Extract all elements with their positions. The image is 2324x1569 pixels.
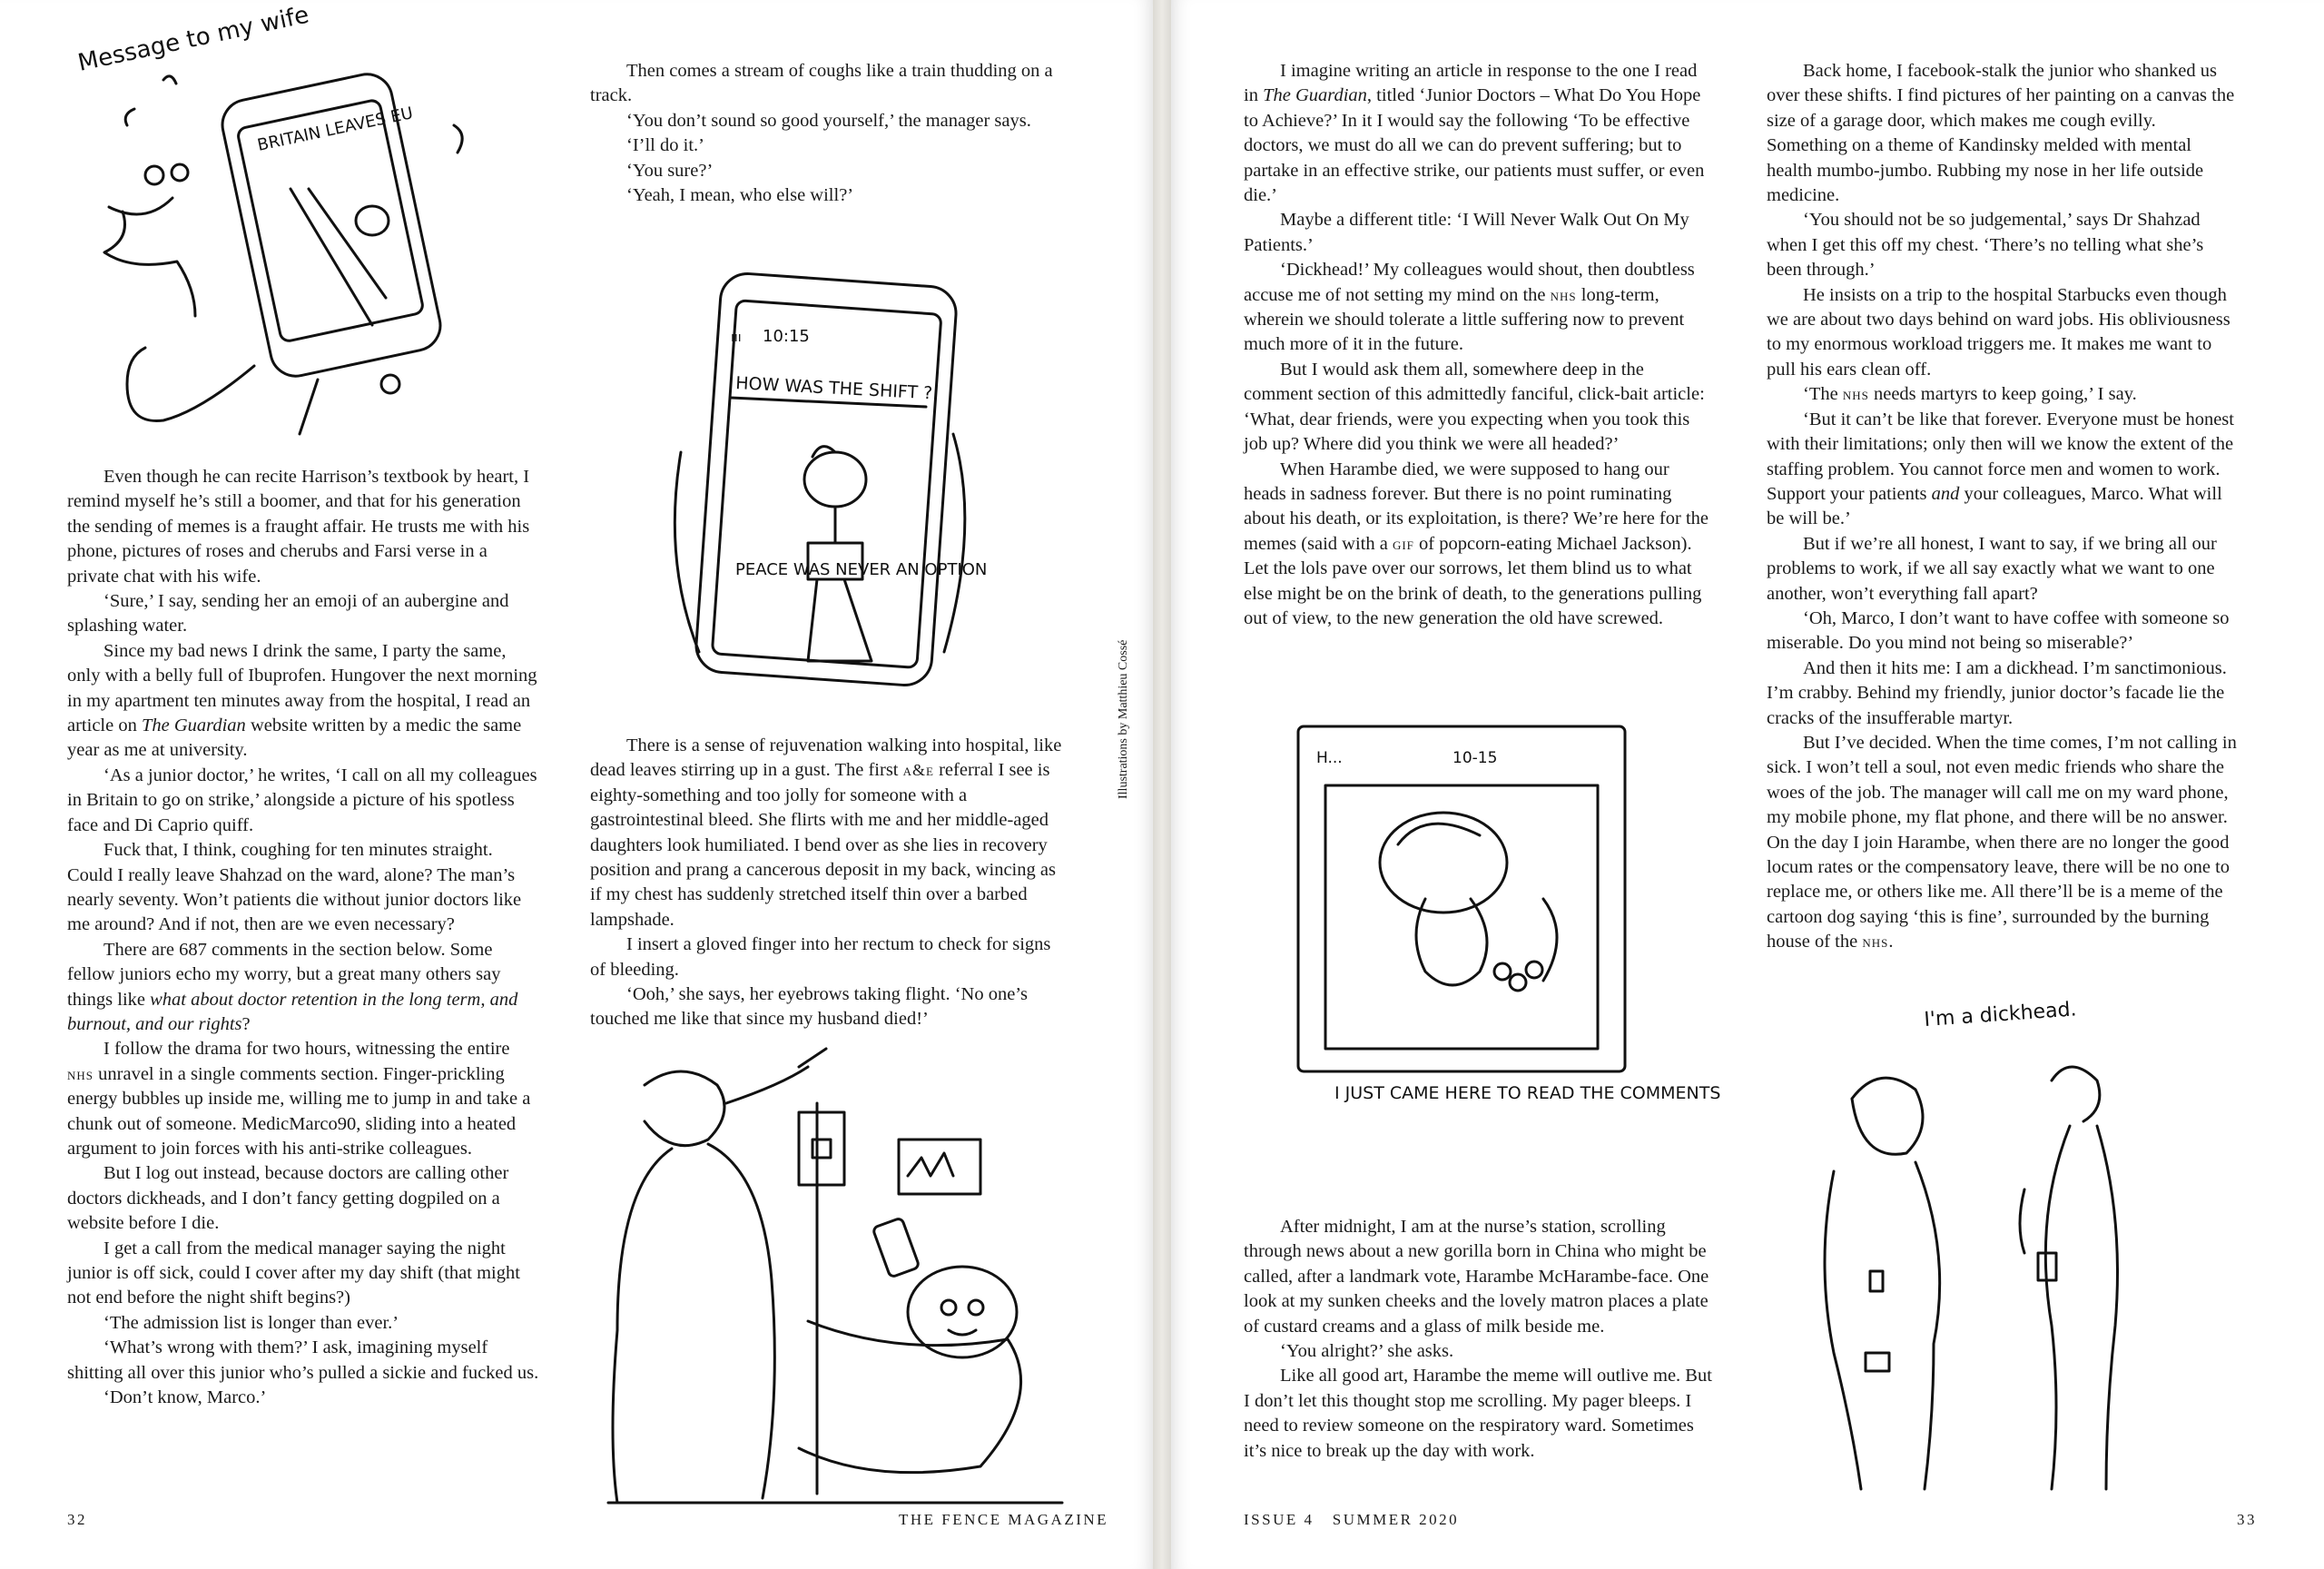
col3-p6: After midnight, I am at the nurse’s station, scrolling through news about a new gorilla born in China who might be called, after a landmark vote, Harambe McHarambe-face. One look at my sunken cheeks and the lovely matron places a plate of custard creams and a glass of milk beside me. — [1244, 1217, 1709, 1337]
column-2-bottom — [590, 734, 1062, 1032]
col4-p5-italic: and — [1931, 483, 1960, 504]
col2-p2: ‘You don’t sound so good yourself,’ the manager says. — [626, 110, 1031, 131]
phone-shift-drawing — [654, 271, 999, 706]
col2-p3: ‘I’ll do it.’ — [626, 135, 704, 156]
col2-p4: ‘You sure?’ — [626, 160, 714, 181]
col1-p2: ‘Sure,’ I say, sending her an emoji of an aubergine and splashing water. — [67, 591, 509, 636]
col3-p5 — [1244, 458, 1716, 632]
col3-p5-text-b: of popcorn-eating Michael Jackson). Let the lols pave over our sorrows, let them blind us to what else might be on the brink of death, to the generations pulling out of view, to the new generation the old have screwed. — [1244, 533, 1702, 628]
phone-comments-drawing — [1280, 717, 1721, 1144]
col4-p8: And then it hits me: I am a dickhead. I’m sanctimonious. I’m crabby. Behind my friendly, junior doctor’s facade lie the cracks of the insufferable martyr. — [1767, 657, 2227, 728]
col3-p1-text-b: , titled ‘Junior Doctors – What Do You Hope to Achieve?’ In it I would say the following ‘To be effective doctors, we must do all we can do prevent suffering; but to partake in an effective strike, our patients must suffer, or even die.’ — [1244, 85, 1705, 206]
page-number-left: 32 — [67, 1511, 87, 1528]
two-doctors-drawing — [1797, 990, 2197, 1498]
col2-p7: I insert a gloved finger into her rectum to check for signs of bleeding. — [590, 934, 1051, 980]
col1-p7-text-a: I follow the drama for two hours, witnessing the entire — [103, 1039, 510, 1060]
col4-p5-text-a: ‘But it can’t be like that forever. Everyone must be honest with their limitations; only then will we know the extent of the staffing problem. You cannot force men and women to work. Support your patients — [1767, 409, 2234, 504]
illustration-phone-message — [73, 1, 472, 416]
phone2-caption-text: PEACE WAS NEVER AN OPTION — [735, 560, 988, 579]
col2-p6-text-a: There is a sense of rejuvenation walking into hospital, like dead leaves stirring up in a gust. The first — [590, 735, 1062, 781]
col1-p10: ‘The admission list is longer than ever.’ — [103, 1312, 399, 1333]
column-3-bottom — [1244, 1215, 1716, 1464]
col3-p8: Like all good art, Harambe the meme will outlive me. But I don’t let this thought stop me scrolling. My pager bleeps. I need to review someone on the respiratory ward. Sometimes it’s nice to break up the day with work. — [1244, 1366, 1712, 1461]
col4-p2: ‘You should not be so judgemental,’ says Dr Shahzad when I get this off my chest. ‘There’s no telling what she’s been through.’ — [1767, 210, 2204, 281]
column-2-top — [590, 59, 1062, 208]
phone2-caption — [735, 560, 987, 579]
column-3-top — [1244, 59, 1716, 631]
col1-p3 — [67, 639, 539, 764]
phone3-status: H... — [1316, 749, 1343, 767]
column-4 — [1767, 59, 2239, 955]
col1-p6-text-a: There are 687 comments in the section below. Some fellow juniors echo my worry, but a great many others say things like — [67, 939, 501, 1010]
col3-p1-italic: The Guardian — [1263, 85, 1367, 106]
illustration-doctor-patient — [590, 1049, 1071, 1512]
col4-p5 — [1767, 408, 2239, 532]
col2-p8: ‘Ooh,’ she says, her eyebrows taking flight. ‘No one’s touched me like that since my husband died!’ — [590, 984, 1028, 1030]
col3-p7: ‘You alright?’ she asks. — [1280, 1341, 1454, 1362]
spine-gutter — [1153, 0, 1171, 1569]
col3-p3-text-a: ‘Dickhead!’ My colleagues would shout, then doubtless accuse me of not setting my mind on the — [1244, 260, 1695, 305]
col1-p3-italic: The Guardian — [141, 715, 246, 736]
col4-p4 — [1767, 382, 2239, 407]
phone3-caption: I JUST CAME HERE TO READ THE COMMENTS — [1334, 1083, 1721, 1103]
col4-p5-text-b: your colleagues, Marco. What will be will be.’ — [1767, 483, 2222, 529]
col3-p3 — [1244, 258, 1716, 358]
col4-p4-text-b: needs martyrs to keep going,’ I say. — [1868, 384, 2137, 405]
col4-p1: Back home, I facebook-stalk the junior who shanked us over these shifts. I find pictures of her painting on a canvas the size of a garage door, which makes me cough evilly. Something on a theme of Kandinsky melded with mental health mumbo-jumbo. Rubbing my nose in her life outside medicine. — [1767, 61, 2235, 206]
col3-p5-smallcaps: gif — [1392, 534, 1414, 553]
col4-p4-smallcaps: nhs — [1842, 385, 1869, 404]
col1-p1: Even though he can recite Harrison’s textbook by heart, I remind myself he’s still a boomer, and that for his generation the sending of memes is a fraught affair. He trusts me with his phone, pictures of roses and cherubs and Farsi verse in a private chat with his wife. — [67, 467, 530, 587]
col1-p7-text-b: unravel in a single comments section. Finger-prickling energy bubbles up inside me, willing me to jump in and take a chunk out of someone. MedicMarco90, sliding into a heated argument to join forces with his anti-strike colleagues. — [67, 1063, 531, 1159]
col1-p7-smallcaps: nhs — [67, 1064, 94, 1083]
illustration-phone-comments — [1280, 717, 1721, 1144]
phone3-time: 10-15 — [1452, 749, 1498, 767]
issue-season: SUMMER 2020 — [1332, 1511, 1460, 1528]
col3-p4: But I would ask them all, somewhere deep in the comment section of this admittedly fanciful, click-bait article: ‘What, dear friends, were you expecting when you took this job up? Where did you think we were all headed?’ — [1244, 359, 1705, 455]
phone1-screen-text: BRITAIN LEAVES EU — [255, 104, 415, 155]
col1-p6 — [67, 938, 539, 1038]
issue-number: ISSUE 4 — [1244, 1511, 1315, 1528]
phone2-question: HOW WAS THE SHIFT ? — [734, 373, 933, 404]
col4-p6: But if we’re all honest, I want to say, if we bring all our problems to work, if we all say exactly what we want to one another, won’t everything fall apart? — [1767, 533, 2217, 604]
col1-p6-italic: what about doctor retention in the long term, and burnout, and our rights — [67, 989, 518, 1034]
phone2-signal: ııı — [731, 331, 742, 345]
col4-p3: He insists on a trip to the hospital Starbucks even though we are about two days behind on ward jobs. His obliviousness to my enormous workload triggers me. It makes me want to pull his ears clean off. — [1767, 284, 2230, 380]
col1-p12: ‘Don’t know, Marco.’ — [103, 1387, 267, 1408]
col1-p3-text-b: website written by a medic the same year as me at university. — [67, 715, 522, 761]
col1-p11: ‘What’s wrong with them?’ I ask, imagining myself shitting all over this junior who’s pulled a sickie and fucked us. — [67, 1337, 539, 1383]
col2-p1: Then comes a stream of coughs like a train thudding on a track. — [590, 61, 1053, 106]
col4-p7: ‘Oh, Marco, I don’t want to have coffee with someone so miserable. Do you mind not being so miserable?’ — [1767, 607, 2230, 654]
col2-p6-text-b: referral I see is eighty-something and too jolly for someone with a gastrointestinal bleed. She flirts with me and her middle-aged daughters look humiliated. I bend over as she lies in recovery position and prang a cancerous deposit in my back, wincing as if my chest has suddenly stretched itself thin over a barbed lampshade. — [590, 760, 1056, 930]
dickhead-note: I'm a dickhead. — [1923, 998, 2078, 1031]
col4-p9-text-a: But I’ve decided. When the time comes, I’m not calling in sick. I won’t tell a soul, not even medic friends who share the woes of the job. The manager will call me on my ward phone, my mobile phone, my flat phone, and there will be no answer. On the day I join Harambe, when there are no longer the good locum rates or the compensatory leave, there will be no one to replace me, or others like me. All there’ll be is a meme of the cartoon dog saying ‘this is fine’, surrounded by the burning house of the — [1767, 732, 2237, 952]
message-note: Message to my wife — [75, 1, 311, 77]
col1-p5: Fuck that, I think, coughing for ten minutes straight. Could I really leave Shahzad on the ward, alone? The man’s nearly seventy. Won’t patients die without junior doctors like me around? And if not, then are we even necessary? — [67, 840, 522, 935]
col3-p2: Maybe a different title: ‘I Will Never Walk Out On My Patients.’ — [1244, 210, 1689, 255]
col2-p5: ‘Yeah, I mean, who else will?’ — [626, 185, 854, 206]
col3-p3-text-b: long-term, wherein we should tolerate a little suffering now to prevent much more of it in the future. — [1244, 284, 1685, 355]
col2-p6-smallcaps: a&e — [902, 761, 934, 780]
col4-p9 — [1767, 731, 2239, 955]
column-1 — [67, 465, 539, 1410]
phone2-time: 10:15 — [763, 327, 810, 346]
col4-p9-smallcaps: nhs — [1862, 933, 1889, 952]
doctor-patient-drawing — [590, 1049, 1071, 1512]
col1-p8: But I log out instead, because doctors are calling other doctors dickheads, and I don’t fancy getting dogpiled on a website before I die. — [67, 1163, 509, 1234]
page-number-right: 33 — [2237, 1511, 2257, 1528]
col1-p7 — [67, 1037, 539, 1161]
col3-p1-text-a: I imagine writing an article in response to the one I read in — [1244, 61, 1698, 106]
col1-p9: I get a call from the medical manager saying the night junior is off sick, could I cover after my day shift (that might not end before the night shift begins?) — [67, 1238, 520, 1308]
magazine-name-footer: THE FENCE MAGAZINE — [899, 1511, 1109, 1528]
col1-p3-text-a: Since my bad news I drink the same, I party the same, only with a belly full of Ibuprofen. Hungover the next morning in my apartment ten minutes away from the hospital, I read an article on — [67, 640, 537, 736]
illustration-credit: Illustrations by Matthieu Cossé — [1117, 639, 1130, 799]
phone-message-drawing — [73, 1, 472, 416]
col4-p9-text-b: . — [1888, 932, 1894, 952]
col3-p1 — [1244, 59, 1716, 208]
col3-p3-smallcaps: nhs — [1550, 285, 1577, 304]
col4-p4-text-a: ‘The — [1803, 384, 1843, 405]
col1-p6-text-b: ? — [241, 1013, 251, 1034]
illustration-two-doctors — [1797, 990, 2197, 1498]
col1-p4: ‘As a junior doctor,’ he writes, ‘I call on all my colleagues in Britain to go on strike,’ alongside a picture of his spotless face and Di Caprio quiff. — [67, 765, 537, 835]
col3-p5-text-a: When Harambe died, we were supposed to hang our heads in sadness forever. But there is no point ruminating about his death, or its exploitation, is there? We’re here for the memes (said with a — [1244, 459, 1709, 554]
issue-footer — [1244, 1511, 1459, 1529]
col2-p6 — [590, 734, 1062, 933]
illustration-phone-shift — [654, 271, 999, 706]
